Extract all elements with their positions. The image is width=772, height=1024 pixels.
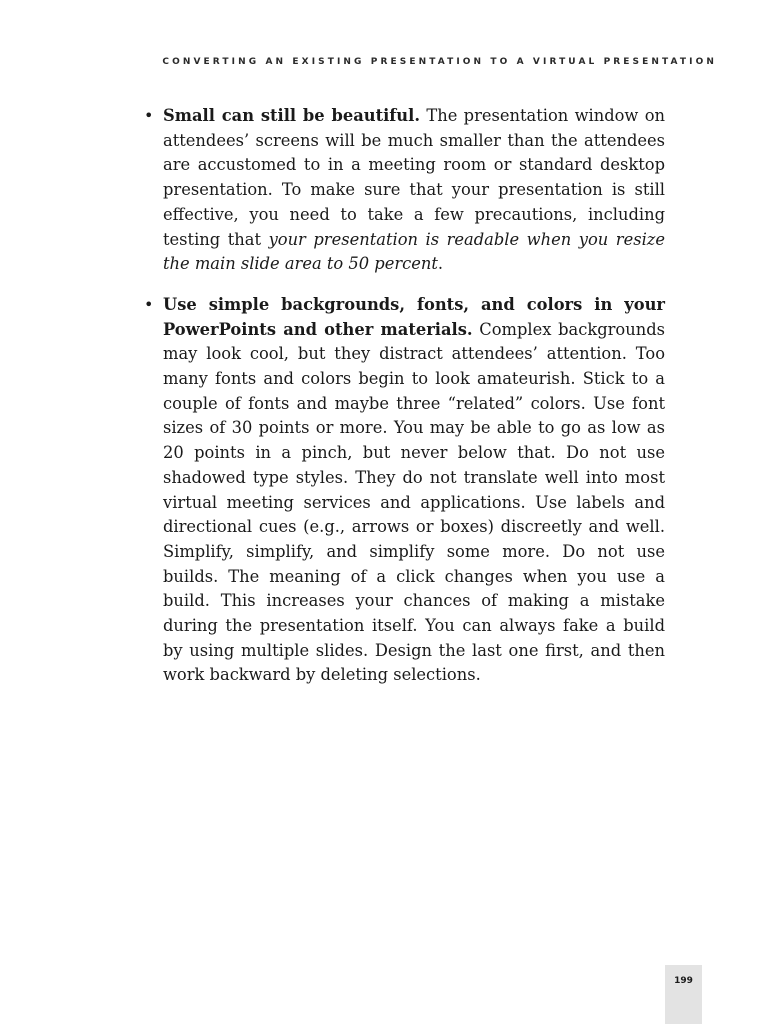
bullet-body-text: Complex backgrounds may look cool, but they distract attendees’ attention. Too many fonts and colors begin to look amateurish. Stick to a couple of fonts and maybe three “related” colors. Use font sizes of 30 points or more. You may be able to go as low as 20 points in a pinch, but never below that. Do not use shadowed type styles. They do not translate well into most virtual meeting services and applications. Use labels and directional cues (e.g., arrows or boxes) discreetly and well. Simplify, simplify, and simplify some more. Do not use builds. The meaning of a click changes when you use a build. This increases your chances of making a mistake during the presentation itself. You can always fake a build by using multiple slides. Design the last one first, and then work backward by deleting selections. [163, 319, 665, 685]
running-header: CONVERTING AN EXISTING PRESENTATION TO A VIRTUAL PRESENTATION [162, 57, 717, 67]
page-body [144, 104, 665, 704]
page-number-tab [665, 965, 702, 1024]
bullet-item-small-can-be-beautiful [144, 104, 665, 277]
page-number: 199 [674, 976, 693, 986]
bullet-tail-text: . [437, 254, 444, 274]
bullet-emphasis-text: your presentation is readable when you resize the main slide area to 50 percent [163, 229, 665, 274]
bullet-marker: • [144, 106, 154, 125]
bullet-lead-text: Small can still be beautiful. [163, 106, 421, 125]
bullet-lead-text: Use simple backgrounds, fonts, and colors in your PowerPoints and other materials. [163, 294, 665, 339]
bullet-item-simple-backgrounds [144, 293, 665, 688]
bullet-marker: • [144, 294, 154, 314]
bullet-body-text: The presentation window on attendees’ screens will be much smaller than the attendees are accustomed to in a meeting room or standard desktop presentation. To make sure that your presentation is still effective, you need to take a few precautions, including testing that [163, 106, 665, 249]
bullet-list [144, 104, 665, 688]
